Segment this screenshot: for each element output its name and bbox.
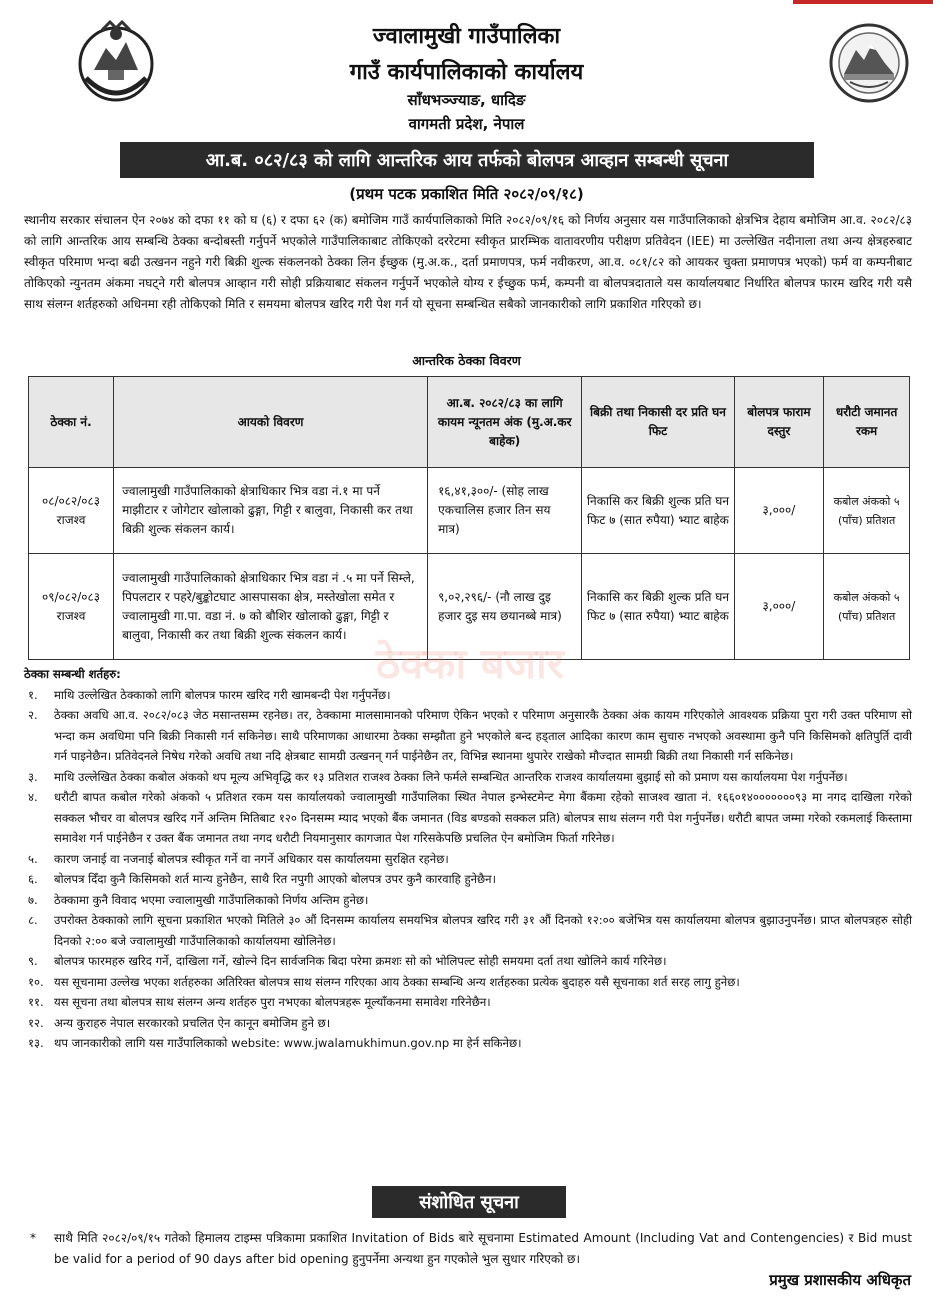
term-item bbox=[24, 910, 912, 951]
term-text: अन्य कुराहरु नेपाल सरकारको प्रचलित ऐन कानून बमोजिम हुने छ। bbox=[54, 1015, 331, 1030]
term-number: ५. bbox=[28, 851, 38, 866]
asterisk: * bbox=[30, 1231, 36, 1245]
term-item bbox=[24, 869, 912, 890]
signatory-title: प्रमुख प्रशासकीय अधिकृत bbox=[769, 1271, 911, 1289]
cell-deposit: कबोल अंकको ५ (पाँच) प्रतिशत bbox=[824, 468, 910, 554]
term-text: माथि उल्लेखित ठेक्काको लागि बोलपत्र फारम खरिद गरी खामबन्दी पेश गर्नुपर्नेछ। bbox=[54, 687, 391, 702]
term-item bbox=[24, 685, 912, 706]
col-header-minimum-amount: आ.ब. २०८२/८३ का लागि कायम न्यूनतम अंक (मु.अ.कर बाहेक) bbox=[428, 377, 582, 468]
notice-title: आ.ब. ०८२/८३ को लागि आन्तरिक आय तर्फको बोलपत्र आव्हान सम्बन्धी सूचना bbox=[205, 150, 729, 171]
term-item bbox=[24, 972, 912, 993]
table-row bbox=[29, 468, 910, 554]
cell-description: ज्वालामुखी गाउँपालिकाको क्षेत्राधिकार भित्र वडा नं .५ मा पर्ने सिम्ले, पिपलटार र पहरे/बुङ्कोटघाट आसपासका क्षेत्र, मस्तेखोला समेत र ज्वालामुखी गा.पा. वडा नं. ७ को बौशिर खोलाको ढुङ्गा, गिट्टी र बालुवा, निकासी कर तथा बिक्री शुल्क संकलन कार्य। bbox=[114, 554, 428, 660]
intro-paragraph: स्थानीय सरकार संचालन ऐन २०७४ को दफा ११ को घ (६) र दफा ६२ (क) बमोजिम गाउँ कार्यपालिकाको मिति २०८२/०९/१६ को निर्णय अनुसार यस गाउँपालिकाको क्षेत्रभित्र देहाय बमोजिम आ.व. २०८२/८३ को लागि आन्तरिक आय सम्बन्धि ठेक्का बन्दोबस्ती गर्नुपर्ने भएकोले गाउँपालिकाबाट तोकिएको दररेटमा स्वीकृत प्रारम्भिक वातावरणीय परीक्षण प्रतिवेदन (IEE) मा उल्लेखित नदीनाला तथा अन्य क्षेत्रहरुबाट स्वीकृत परिमाण भन्दा बढी उत्खनन नहुने गरी बिक्री शुल्क संकलनको ठेक्का लिन ईच्छुक (मु.अ.क., दर्ता प्रमाणपत्र, फर्म नवीकरण, आ.व. ०८१/८२ को आयकर चुक्ता प्रमाणपत्र भएको) फर्म वा कम्पनीबाट तोकिएको न्युनतम अंकमा नघट्ने गरी बोलपत्र आव्हान गरी सोही प्रक्रियाबाट संकलन गर्नुपर्ने भएकोले योग्य र ईच्छुक फर्म, कम्पनी वा बोलपत्रदाताले यस कार्यालयबाट निर्धारित बोलपत्र फारम खरिद गरी यसै साथ संलग्न शर्तहरुको अधिनमा रही तोकिएको मिति र समयमा बोलपत्र खरिद गरी पेश गर्न यो सूचना सम्बन्धित सबैको जानकारीको लागि प्रकाशित गरिएको छ। bbox=[24, 213, 912, 311]
revised-notice-banner bbox=[372, 1186, 566, 1218]
term-text: धरौटी बापत कबोल गरेको अंकको ५ प्रतिशत रकम यस कार्यालयको ज्वालामुखी गाउँपालिका स्थित नेपाल इन्भेस्टमेन्ट मेगा बैंकमा रहेको साजश्व खाता नं. १६६०१४०००००००९३ मा नगद दाखिला गरेको सक्कल भौचर वा बोलपत्र खरिद गर्ने अन्तिम मितिबाट १२० दिनसम्म म्याद भएको बैंक जमानत (विड बण्डको सक्कल प्रति) बोलपत्र साथ संलग्न गरी पेश गर्नुपर्नेछ। धरौटी बापत जम्मा गरेको रकमलाई किस्तामा समावेश गर्न पाईनेछैन र उक्त बैंक जमानत तथा नगद धरौटी नियमानुसार कागजात पेश गरिसकेपछि प्रचलित ऐन बमोजिम फिर्ता गरिनेछ। bbox=[54, 790, 912, 845]
term-text: यस सूचना तथा बोलपत्र साथ संलग्न अन्य शर्तहरु पुरा नभएका बोलपत्रहरू मूल्याँकनमा समावेश गरिनेछैन। bbox=[54, 995, 491, 1009]
header-province: वागमती प्रदेश, नेपाल bbox=[408, 115, 525, 133]
cell-description: ज्वालामुखी गाउँपालिकाको क्षेत्राधिकार भित्र वडा नं.१ मा पर्ने माझीटार र जोगेटार खोलाको ढुङ्गा, गिट्टी र बालुवा, निकासी कर तथा बिक्री शुल्क संकलन कार्य। bbox=[114, 468, 428, 554]
term-number: १२. bbox=[28, 1015, 44, 1030]
term-number: ११. bbox=[28, 995, 44, 1009]
table-caption: आन्तरिक ठेक्का विवरण bbox=[412, 353, 521, 368]
cell-form-fee: ३,०००/ bbox=[734, 468, 824, 554]
term-item bbox=[24, 1033, 912, 1054]
cell-minimum-amount: १६,४१,३००/- (सोह लाख एकचालिस हजार तिन सय मात्र) bbox=[428, 468, 582, 554]
revised-notice-text bbox=[24, 1228, 912, 1270]
revised-note: साथै मिति २०८२/०९/१५ गतेको हिमालय टाइम्स पत्रिकामा प्रकाशित Invitation of Bids बारे सूचनामा Estimated Amount (Including Vat and Contengencies) र Bid must be valid for a period of 90 days after bid opening हुनुपर्नेमा अन्यथा हुन गएकोले भुल सुधार गरिएको छ। bbox=[54, 1231, 912, 1266]
term-text: ठेक्का अवधि आ.व. २०८२/०८३ जेठ मसान्तसम्म रहनेछ। तर, ठेक्कामा मालसामानको परिमाण ऐकिन भएको र परिमाण अनुसारकै ठेक्का अंक कायम गरिएकोले आवश्यक प्रक्रिया पुरा गरी उक्त परिमाण सो भन्दा कम अवधिमा पनि बिक्री निकासी गर्न सकिनेछ। साथै परिमाणका आधारमा ठेक्का सम्झौता हुने भएकोले बन्द हड्ताल आदिका कारण काम सुचारु नभएको अवस्थामा कुनै पनि किसिमको क्षतिपुर्ति दावी गर्न पाइनेछैन। प्रतिवेदनले निषेध गरेको अवधि तथा नदि क्षेत्रबाट सामग्री उत्खनन् गर्न पाईनेछैन तर, विभिन्न स्थानमा थुपारेर राखेको मौज्दात सामग्री बिक्री तथा निकासी गर्न सकिनेछ। bbox=[54, 708, 912, 763]
term-number: १३. bbox=[28, 1036, 44, 1050]
term-number: २. bbox=[28, 708, 38, 722]
cell-rate: निकासि कर बिक्री शुल्क प्रति घन फिट ७ (सात रुपैया) भ्याट बाहेक bbox=[582, 468, 734, 554]
term-number: १. bbox=[28, 687, 38, 702]
term-number: १०. bbox=[28, 974, 44, 989]
term-number: ९. bbox=[28, 954, 38, 968]
term-number: ४. bbox=[28, 790, 38, 804]
term-text: यस सूचनामा उल्लेख भएका शर्तहरुका अतिरिक्त बोलपत्र साथ संलग्न गरिएका आय ठेक्का सम्बन्धि अन्य शर्तहरुका प्रत्येक बुदाहरु यसै सूचनाका शर्त सरह लागु हुनेछ। bbox=[54, 974, 740, 989]
term-item bbox=[24, 705, 912, 767]
term-text: बोलपत्र दिँदा कुनै किसिमको शर्त मान्य हुनेछैन, साथै रित नपुगी आएको बोलपत्र उपर कुनै कारवाहि हुनेछैन। bbox=[54, 872, 497, 886]
term-number: ६. bbox=[28, 872, 38, 886]
term-item bbox=[24, 767, 912, 788]
header-office-name: गाउँ कार्यपालिकाको कार्यालय bbox=[349, 60, 584, 85]
watermark-text: ठेक्का बजार bbox=[375, 639, 565, 688]
revised-notice-title: संशोधित सूचना bbox=[419, 1192, 519, 1213]
terms-section bbox=[24, 664, 912, 1054]
contract-table bbox=[28, 376, 910, 660]
cell-contract-no: ०९/०८२/०८३ राजश्व bbox=[29, 554, 114, 660]
term-item bbox=[24, 787, 912, 849]
col-header-description: आयको विवरण bbox=[114, 377, 428, 468]
notice-subtitle: (प्रथम पटक प्रकाशित मिति २०८२/०९/१८) bbox=[349, 185, 584, 203]
col-header-form-fee: बोलपत्र फाराम दस्तुर bbox=[734, 377, 824, 468]
term-item bbox=[24, 890, 912, 911]
header-municipality-name: ज्वालामुखी गाउँपालिका bbox=[372, 24, 561, 49]
term-text: उपरोक्त ठेक्काको लागि सूचना प्रकाशित भएको मितिले ३० औं दिनसम्म कार्यालय समयभित्र बोलपत्र खरिद गरी ३१ औं दिनको १२:०० बजेभित्र यस कार्यालयमा बोलपत्र बुझाउनुपर्नेछ। प्राप्त बोलपत्रहरु सोही दिनको २:०० बजे ज्वालामुखी गाउँपालिकाको कार्यालयमा खोलिनेछ। bbox=[54, 913, 912, 948]
terms-title: ठेक्का सम्बन्धी शर्तहरु: bbox=[24, 667, 121, 681]
table-header-row bbox=[29, 377, 910, 468]
term-text: कारण जनाई वा नजनाई बोलपत्र स्वीकृत गर्ने वा नगर्ने अधिकार यस कार्यालयमा सुरक्षित रहनेछ। bbox=[54, 851, 449, 866]
cell-deposit: कबोल अंकको ५ (पाँच) प्रतिशत bbox=[824, 554, 910, 660]
term-number: ८. bbox=[28, 913, 38, 927]
col-header-rate: बिक्री तथा निकासी दर प्रति घन फिट bbox=[582, 377, 734, 468]
notice-title-banner bbox=[120, 142, 814, 178]
col-header-deposit: धरौटी जमानत रकम bbox=[824, 377, 910, 468]
cell-contract-no: ०८/०८२/०८३ राजश्व bbox=[29, 468, 114, 554]
cell-minimum-amount: ९,०२,२९६/- (नौ लाख दुइ हजार दुइ सय छयानब्बे मात्र) bbox=[428, 554, 582, 660]
header-location: साँधभञ्ज्याङ, धादिङ bbox=[407, 91, 526, 109]
term-text: बोलपत्र फारमहरु खरिद गर्ने, दाखिला गर्ने, खोल्ने दिन सार्वजनिक बिदा परेमा क्रमशः सो को भोलिपल्ट सोही समयमा दर्ता तथा खोलिने कार्य गरिनेछ। bbox=[54, 954, 667, 968]
term-number: ३. bbox=[28, 769, 38, 784]
term-text: ठेक्कामा कुनै विवाद भएमा ज्वालामुखी गाउँपालिकाको निर्णय अन्तिम हुनेछ। bbox=[54, 892, 369, 907]
term-item bbox=[24, 992, 912, 1013]
cell-rate: निकासि कर बिक्री शुल्क प्रति घन फिट ७ (सात रुपैया) भ्याट बाहेक bbox=[582, 554, 734, 660]
col-header-contract-no: ठेक्का नं. bbox=[29, 377, 114, 468]
term-item bbox=[24, 1013, 912, 1034]
term-item bbox=[24, 849, 912, 870]
term-item bbox=[24, 951, 912, 972]
cell-form-fee: ३,०००/ bbox=[734, 554, 824, 660]
term-number: ७. bbox=[28, 892, 38, 907]
term-text: थप जानकारीको लागि यस गाउँपालिकाको website: www.jwalamukhimun.gov.np मा हेर्न सकिनेछ। bbox=[54, 1036, 522, 1050]
term-text: माथि उल्लेखित ठेक्का कबोल अंकको थप मूल्य अभिवृद्धि कर १३ प्रतिशत राजश्व ठेक्का लिने फर्मले सम्बन्धित आन्तरिक राजश्व कार्यालयमा बुझाई सो को प्रमाण यस कार्यालयमा पेश गर्नुपर्नेछ। bbox=[54, 769, 848, 784]
top-accent-line bbox=[793, 0, 933, 4]
